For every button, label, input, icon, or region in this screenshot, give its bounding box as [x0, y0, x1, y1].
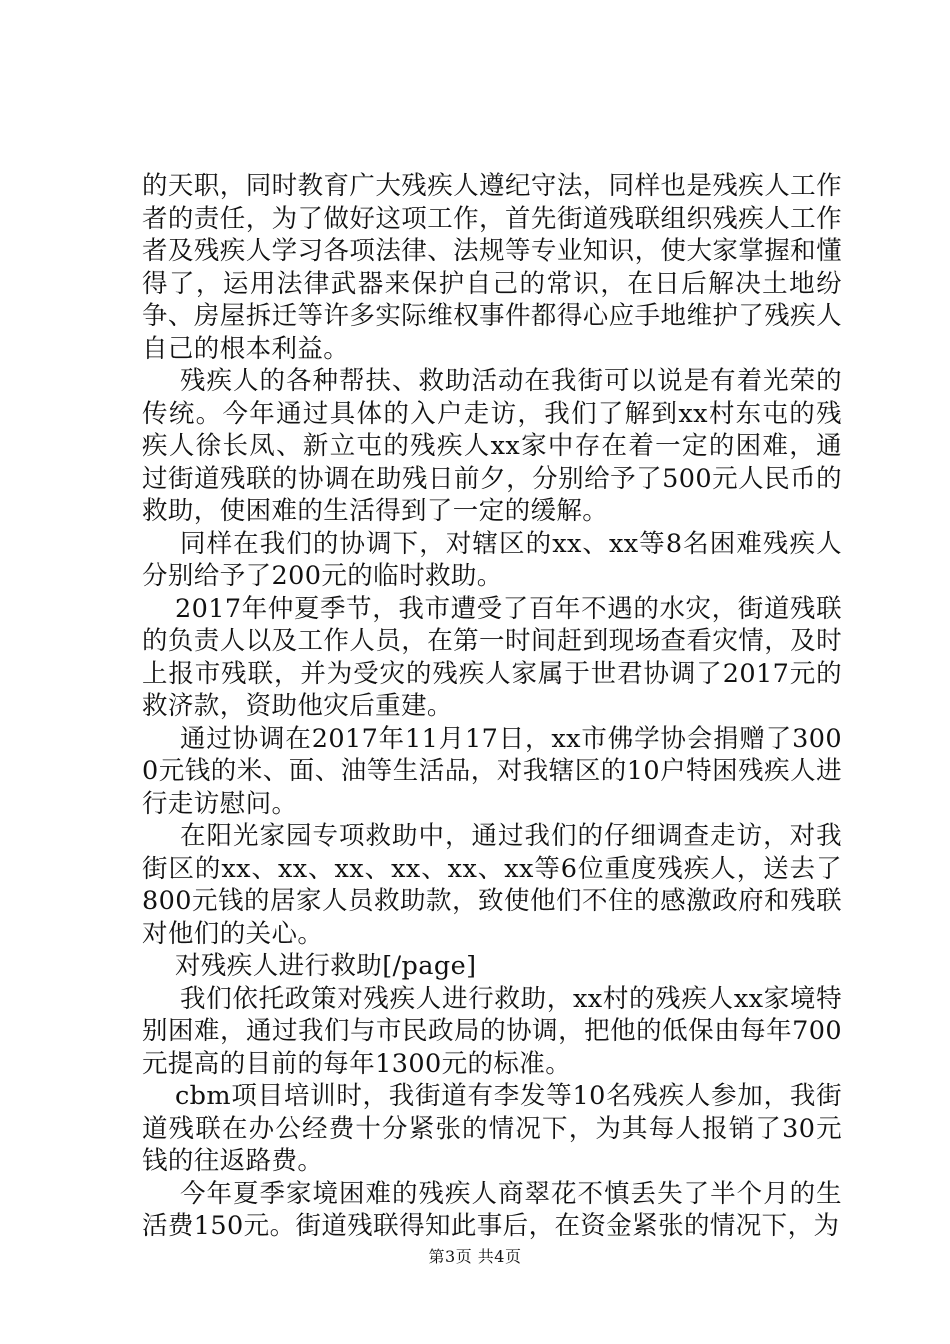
paragraph-9: cbm项目培训时，我街道有李发等10名残疾人参加，我街道残联在办公经费十分紧张的情况下，为其每人报销了30元钱的往返路费。	[142, 1081, 842, 1176]
paragraph-8: 我们依托政策对残疾人进行救助，xx村的残疾人xx家境特别困难，通过我们与市民政局的协调，把他的低保由每年700元提高的目前的每年1300元的标准。	[142, 983, 842, 1079]
paragraph-3: 同样在我们的协调下，对辖区的xx、xx等8名困难残疾人分别给予了200元的临时救助。	[142, 528, 842, 591]
document-body	[142, 170, 842, 1243]
paragraph-10: 今年夏季家境困难的残疾人商翠花不慎丢失了半个月的生活费150元。街道残联得知此事后，在资金紧张的情况下，为	[142, 1178, 842, 1241]
page-number-footer: 第3页 共4页	[428, 1247, 522, 1266]
paragraph-2: 残疾人的各种帮扶、救助活动在我街可以说是有着光荣的传统。今年通过具体的入户走访，我们了解到xx村东屯的残疾人徐长凤、新立屯的残疾人xx家中存在着一定的困难，通过街道残联的协调在助残日前夕，分别给予了500元人民币的救助，使困难的生活得到了一定的缓解。	[142, 366, 842, 526]
paragraph-1: 的天职，同时教育广大残疾人遵纪守法，同样也是残疾人工作者的责任，为了做好这项工作，首先街道残联组织残疾人工作者及残疾人学习各项法律、法规等专业知识，使大家掌握和懂得了，运用法律武器来保护自己的常识，在日后解决土地纷争、房屋拆迁等许多实际维权事件都得心应手地维护了残疾人自己的根本利益。	[142, 171, 842, 364]
paragraph-5: 通过协调在2017年11月17日，xx市佛学协会捐赠了3000元钱的米、面、油等生活品，对我辖区的10户特困残疾人进行走访慰问。	[142, 723, 842, 819]
paragraph-7: 对残疾人进行救助[/page]	[175, 951, 477, 981]
paragraph-6: 在阳光家园专项救助中，通过我们的仔细调查走访，对我街区的xx、xx、xx、xx、xx、xx等6位重度残疾人，送去了800元钱的居家人员救助款，致使他们不住的感激政府和残联对他们的关心。	[142, 821, 842, 949]
paragraph-4: 2017年仲夏季节，我市遭受了百年不遇的水灾，街道残联的负责人以及工作人员，在第一时间赶到现场查看灾情，及时上报市残联，并为受灾的残疾人家属于世君协调了2017元的救济款，资助他灾后重建。	[142, 593, 842, 721]
